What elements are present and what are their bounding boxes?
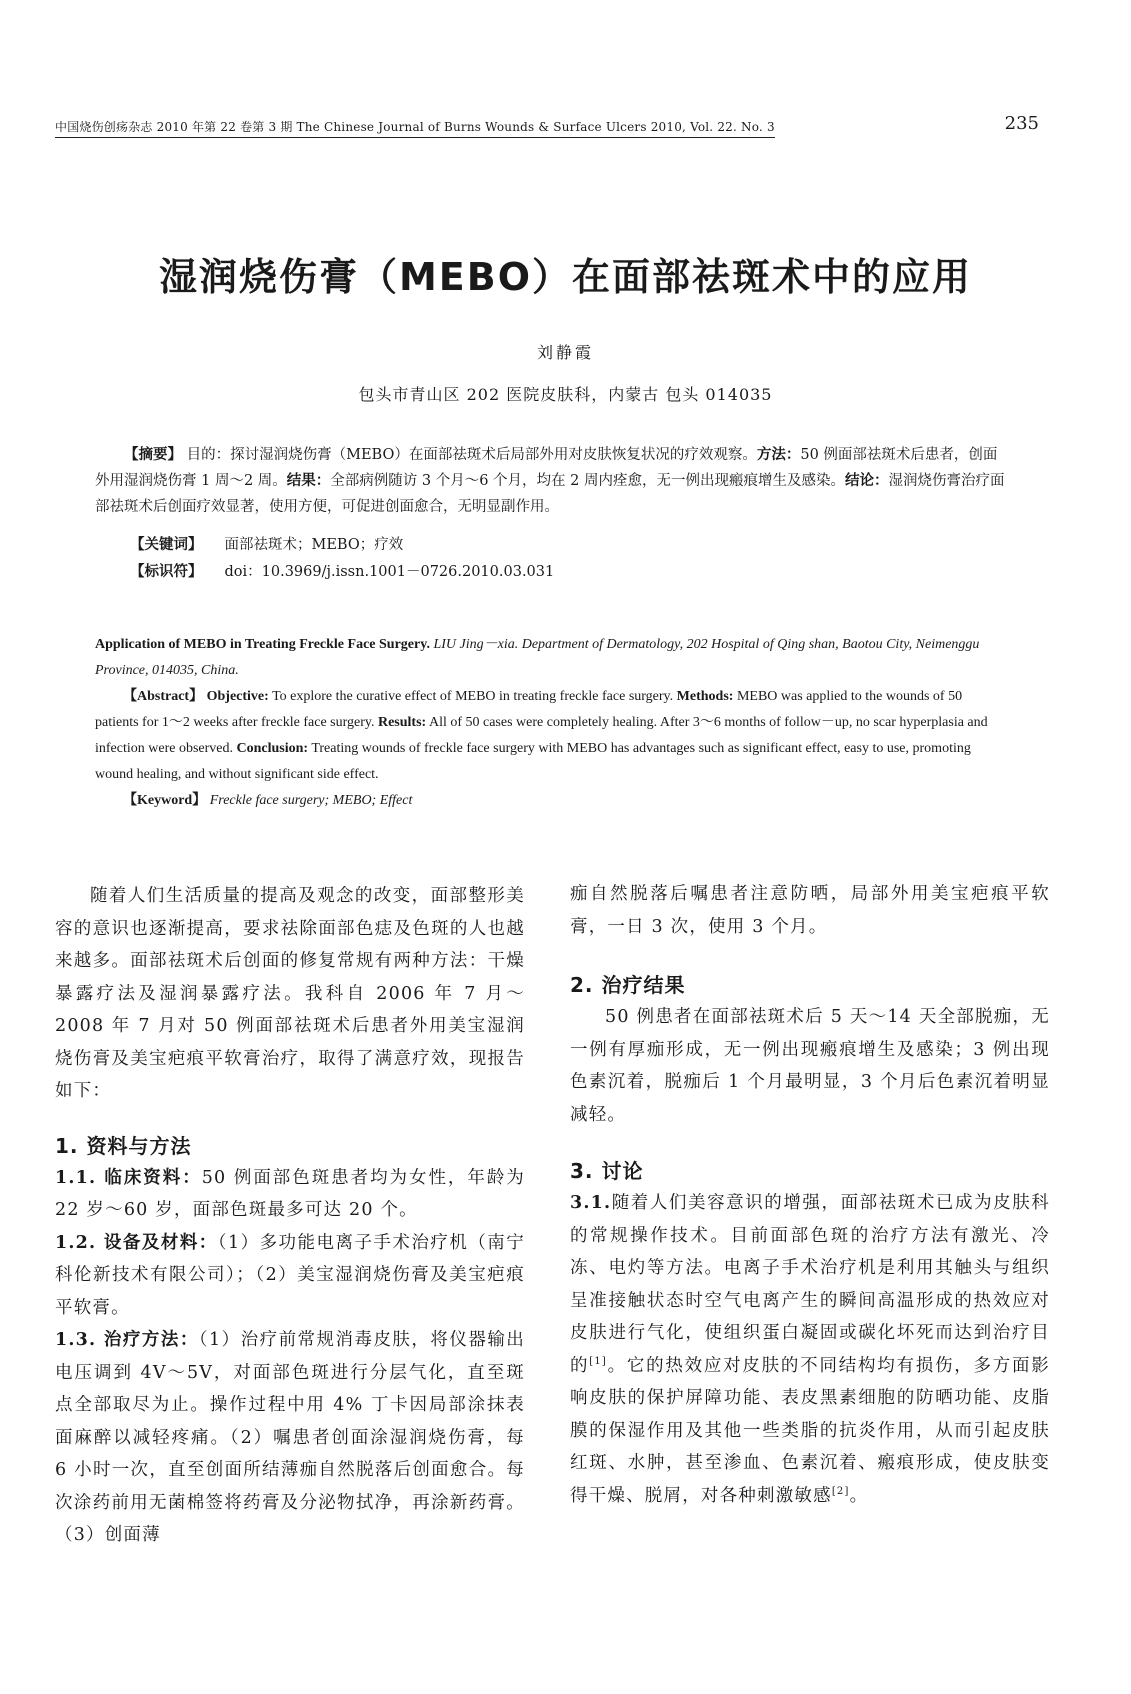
abstract-cn-conclusion-label: 结论： bbox=[845, 472, 889, 489]
english-author-affiliation: LIU Jing－xia. Department of Dermatology, 202 Hospital of Qing shan, Baotou City, Neimenggu Province, 014035, China. bbox=[95, 637, 980, 678]
section-1-2-text: （1）多功能电离子手术治疗机（南宁科伦新技术有限公司）；（2）美宝湿润烧伤膏及美宝疤痕平软膏。 bbox=[55, 1232, 525, 1318]
identifier-cn-value: doi：10.3969/j.issn.1001－0726.2010.03.031 bbox=[224, 564, 555, 580]
english-objective: To explore the curative effect of MEBO in treating freckle face surgery. bbox=[272, 689, 674, 704]
abstract-cn-results: 全部病例随访 3 个月～6 个月，均在 2 周内痊愈，无一例出现瘢痕增生及感染。 bbox=[330, 473, 845, 489]
english-methods: MEBO was applied to the wounds of 50 patients for 1～2 weeks after freckle face surgery. bbox=[95, 689, 963, 730]
english-methods-label: Methods: bbox=[676, 689, 734, 704]
running-head bbox=[55, 118, 1065, 138]
english-abstract bbox=[95, 632, 1007, 814]
section-3-1-text-b: 。它的热效应对皮肤的不同结构均有损伤，多方面影响皮肤的保护屏障功能、表皮黑素细胞的防晒功能、皮脂膜的保湿作用及其他一些类脂的抗炎作用，从而引起皮肤红斑、水肿，甚至渗血、色素沉着、瘢痕形成，使皮肤变得干燥、脱屑，对各种刺激敏感 bbox=[570, 1355, 1050, 1506]
section-1-3-text: （1）治疗前常规消毒皮肤，将仪器输出电压调到 4V～5V，对面部色斑进行分层气化，直至斑点全部取尽为止。操作过程中用 4% 丁卡因局部涂抹表面麻醉以减轻疼痛。（2）嘱患者创面涂湿润烧伤膏，每 6 小时一次，直至创面所结薄痂自然脱落后创面愈合。每次涂药前用无菌棉签将药膏及分泌物拭净，再涂新药膏。（3）创面薄 bbox=[55, 1330, 525, 1545]
english-title-line bbox=[95, 632, 1007, 684]
english-keyword-line bbox=[95, 788, 1007, 814]
abstract-cn-objective: 目的：探讨湿润烧伤膏（MEBO）在面部祛斑术后局部外用对皮肤恢复状况的疗效观察。 bbox=[186, 447, 757, 463]
section1-heading: 1. 资料与方法 bbox=[55, 1133, 192, 1158]
identifier-cn-label: 【标识符】 bbox=[130, 563, 203, 580]
abstract-cn-conclusion: 湿润烧伤膏治疗面部祛斑术后创面疗效显著，使用方便，可促进创面愈合，无明显副作用。 bbox=[95, 473, 1005, 515]
abstract-cn-methods: 50 例面部祛斑术后患者，创面外用湿润烧伤膏 1 周～2 周。 bbox=[95, 447, 998, 489]
section2-heading: 2. 治疗结果 bbox=[570, 973, 686, 997]
article-title: 湿润烧伤膏（MEBO）在面部祛斑术中的应用 bbox=[158, 255, 973, 299]
section-3-1-label: 3.1. bbox=[570, 1193, 612, 1213]
abstract-cn-paragraph bbox=[95, 442, 1007, 520]
english-title: Application of MEBO in Treating Freckle Face Surgery. bbox=[95, 637, 430, 652]
abstract-cn bbox=[95, 442, 1007, 520]
section-1-2 bbox=[55, 1227, 525, 1325]
abstract-cn-methods-label: 方法： bbox=[756, 446, 801, 463]
section-1-3 bbox=[55, 1324, 525, 1552]
author: 刘静霞 bbox=[536, 343, 594, 362]
reference-2: [2] bbox=[831, 1485, 850, 1497]
running-head-text: 中国烧伤创疡杂志 2010 年第 22 卷第 3 期 The Chinese Journal of Burns Wounds & Surface Ulcers 2010, Vol. 22. No. 3 bbox=[55, 118, 775, 138]
section-1-3-label: 1.3. 治疗方法： bbox=[55, 1330, 199, 1350]
reference-1: [1] bbox=[589, 1355, 608, 1367]
continuation-paragraph: 痂自然脱落后嘱患者注意防晒，局部外用美宝疤痕平软膏，一日 3 次，使用 3 个月。 bbox=[570, 884, 1050, 937]
keywords-cn-value: 面部祛斑术；MEBO；疗效 bbox=[224, 537, 404, 553]
section3-heading: 3. 讨论 bbox=[570, 1159, 644, 1183]
english-keywords: Freckle face surgery; MEBO; Effect bbox=[209, 793, 413, 808]
body-right-column bbox=[570, 878, 1050, 1512]
english-results: All of 50 cases were completely healing. After 3～6 months of follow－up, no scar hyperplasia and infection were observed. bbox=[95, 715, 988, 756]
keywords-cn-label: 【关键词】 bbox=[130, 536, 203, 553]
english-conclusion-label: Conclusion: bbox=[236, 741, 309, 756]
abstract-cn-results-label: 结果： bbox=[286, 472, 331, 489]
section-2-text: 50 例患者在面部祛斑术后 5 天～14 天全部脱痂，无一例有厚痂形成，无一例出现瘢痕增生及感染；3 例出现色素沉着，脱痂后 1 个月最明显，3 个月后色素沉着明显减轻。 bbox=[570, 1007, 1050, 1125]
identifier-cn bbox=[130, 560, 554, 581]
english-abstract-label: 【Abstract】 bbox=[123, 689, 204, 704]
abstract-cn-label: 【摘要】 bbox=[124, 446, 182, 463]
page-number: 235 bbox=[1004, 113, 1039, 134]
section-1-1-text: 50 例面部色斑患者均为女性，年龄为 22 岁～60 岁，面部色斑最多可达 20 个。 bbox=[55, 1167, 525, 1220]
section-3-1-text-a: 随着人们美容意识的增强，面部祛斑术已成为皮肤科的常规操作技术。目前面部色斑的治疗方法有激光、冷冻、电灼等方法。电离子手术治疗机是利用其触头与组织呈准接触状态时空气电离产生的瞬间高温形成的热效应对皮肤进行气化，使组织蛋白凝固或碳化坏死而达到治疗目的 bbox=[570, 1193, 1050, 1376]
section-1-1 bbox=[55, 1162, 525, 1227]
section-3-1 bbox=[570, 1187, 1050, 1512]
english-conclusion: Treating wounds of freckle face surgery with MEBO has advantages such as significant effect, easy to use, promoting wound healing, and without significant side effect. bbox=[95, 741, 971, 782]
english-objective-label: Objective: bbox=[206, 689, 269, 704]
english-abstract-paragraph bbox=[95, 684, 1007, 788]
english-keyword-label: 【Keyword】 bbox=[123, 793, 207, 808]
affiliation: 包头市青山区 202 医院皮肤科，内蒙古 包头 014035 bbox=[358, 385, 773, 404]
body-left-column bbox=[55, 880, 525, 1552]
intro-paragraph: 随着人们生活质量的提高及观念的改变，面部整形美容的意识也逐渐提高，要求祛除面部色痣及色斑的人也越来越多。面部祛斑术后创面的修复常规有两种方法：干燥暴露疗法及湿润暴露疗法。我科自 2006 年 7 月～2008 年 7 月对 50 例面部祛斑术后患者外用美宝湿润烧伤膏及美宝疤痕平软膏治疗，取得了满意疗效，现报告如下： bbox=[55, 886, 525, 1101]
section-1-2-label: 1.2. 设备及材料： bbox=[55, 1232, 218, 1253]
keywords-cn bbox=[130, 533, 403, 554]
english-results-label: Results: bbox=[377, 715, 427, 730]
section-3-1-text-c: 。 bbox=[849, 1485, 869, 1506]
section-1-1-label: 1.1. 临床资料： bbox=[55, 1167, 202, 1188]
